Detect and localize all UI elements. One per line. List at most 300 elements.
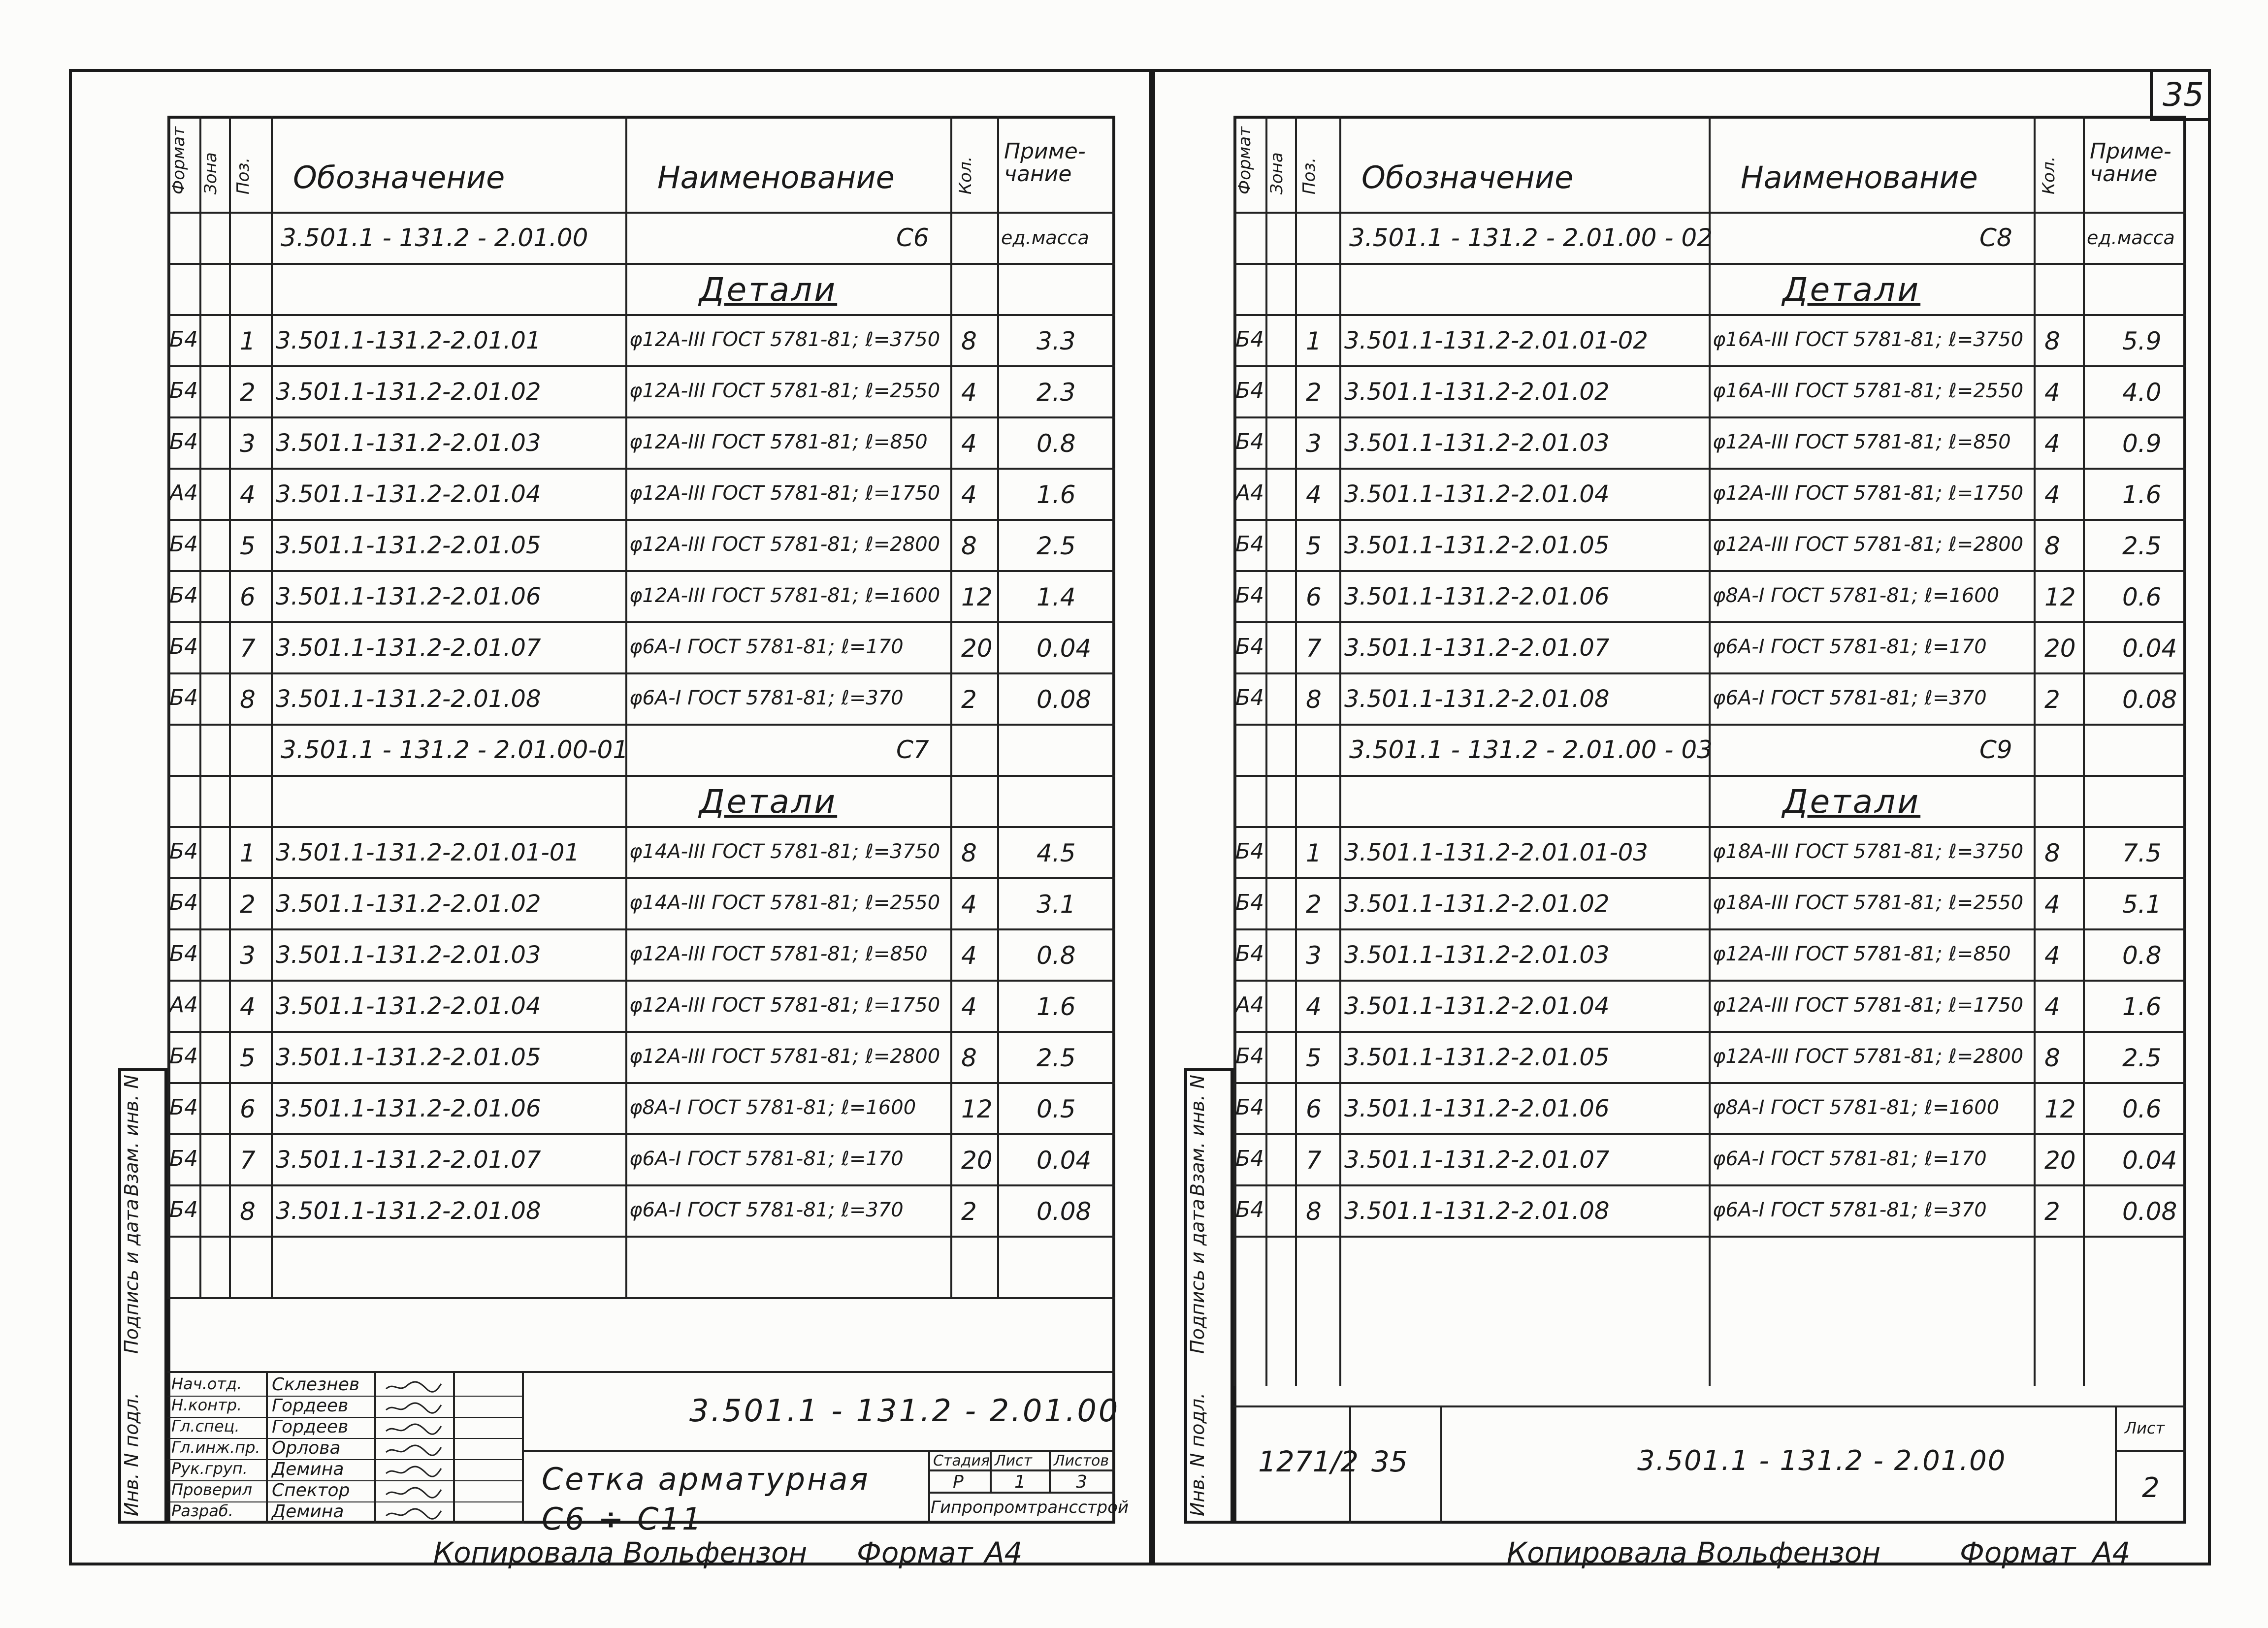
row-line	[167, 365, 1115, 367]
row-line	[1233, 1236, 2186, 1238]
row-line	[1233, 1031, 2186, 1033]
sheets-divider	[1049, 1450, 1051, 1492]
row-name: φ12А-III ГОСТ 5781-81; ℓ=1600	[629, 584, 940, 607]
row-designation: 3.501.1-131.2-2.01.04	[276, 480, 541, 508]
row-designation: 3.501.1-131.2-2.01.05	[1344, 532, 1610, 559]
row-qty: 20	[961, 634, 993, 663]
drawing-title: Сетка арматурная С6 ÷ С11	[542, 1461, 870, 1537]
row-line	[1233, 775, 2186, 777]
row-designation: 3.501.1-131.2-2.01.04	[1344, 992, 1610, 1020]
row-note: 0.8	[1037, 941, 1076, 970]
row-name: φ12А-III ГОСТ 5781-81; ℓ=850	[1713, 431, 2011, 453]
header-note: Приме- чание	[2090, 139, 2171, 187]
row-designation: 3.501.1-131.2-2.01.07	[1344, 1146, 1610, 1174]
row-format: Б4	[169, 634, 198, 659]
row-pos: 4	[240, 480, 256, 509]
signature-name-divider	[374, 1371, 376, 1524]
row-designation: 3.501.1-131.2-2.01.07	[276, 634, 541, 662]
row-qty: 12	[961, 1095, 993, 1123]
row-format: А4	[1235, 992, 1264, 1018]
row-qty: 4	[961, 429, 977, 458]
row-name: φ14А-III ГОСТ 5781-81; ℓ=3750	[629, 840, 940, 863]
column-line	[271, 116, 273, 1297]
row-format: Б4	[169, 378, 198, 403]
row-line	[167, 519, 1115, 521]
signature-mark	[384, 1401, 443, 1415]
assembly-designation: 3.501.1 - 131.2 - 2.01.00-01	[281, 735, 629, 764]
row-name: φ18А-III ГОСТ 5781-81; ℓ=2550	[1713, 892, 2024, 914]
row-note: 0.6	[2122, 1095, 2162, 1123]
row-pos: 5	[240, 532, 256, 560]
row-qty: 2	[2044, 1197, 2060, 1226]
header-pos: Поз.	[1299, 157, 1319, 194]
row-qty: 4	[2044, 992, 2060, 1021]
row-designation: 3.501.1-131.2-2.01.08	[1344, 1197, 1610, 1225]
row-qty: 4	[2044, 480, 2060, 509]
row-line	[1233, 1082, 2186, 1084]
row-designation: 3.501.1-131.2-2.01.06	[276, 583, 541, 610]
row-line	[1233, 570, 2186, 572]
row-qty: 4	[961, 941, 977, 970]
row-note: 1.6	[2122, 480, 2162, 509]
row-line	[1233, 621, 2186, 623]
row-pos: 7	[1306, 1146, 1322, 1175]
row-format: Б4	[169, 532, 198, 557]
row-pos: 3	[240, 941, 256, 970]
row-name: φ12А-III ГОСТ 5781-81; ℓ=2550	[629, 380, 940, 402]
row-format: Б4	[1235, 1197, 1264, 1222]
row-pos: 3	[1306, 941, 1322, 970]
row-format: Б4	[1235, 685, 1264, 710]
sheet-divider	[990, 1450, 992, 1492]
signature-role: Гл.инж.пр.	[171, 1438, 260, 1457]
row-note: 5.9	[2122, 327, 2162, 355]
row-qty: 2	[961, 685, 977, 714]
row-line	[167, 468, 1115, 470]
row-designation: 3.501.1-131.2-2.01.02	[1344, 378, 1610, 406]
right-footer-copied: Копировала Вольфензон	[1507, 1536, 1881, 1569]
row-note: 0.8	[2122, 941, 2162, 970]
row-name: φ8А-I ГОСТ 5781-81; ℓ=1600	[1713, 1096, 2000, 1119]
row-designation: 3.501.1-131.2-2.01.06	[1344, 583, 1610, 610]
column-line	[2083, 116, 2085, 1386]
signature-name: Гордеев	[272, 1417, 349, 1437]
row-qty: 8	[961, 839, 977, 867]
row-designation: 3.501.1-131.2-2.01.03	[276, 941, 541, 969]
row-qty: 8	[2044, 532, 2060, 560]
row-designation: 3.501.1-131.2-2.01.07	[1344, 634, 1610, 662]
row-qty: 20	[2044, 634, 2076, 663]
signature-line	[167, 1523, 522, 1524]
row-format: Б4	[1235, 634, 1264, 659]
row-pos: 8	[240, 1197, 256, 1226]
column-line	[625, 116, 627, 1297]
row-designation: 3.501.1-131.2-2.01.07	[276, 1146, 541, 1174]
left-side-stamp-3: Взам. инв. N	[121, 1075, 142, 1196]
row-note: 0.08	[1037, 685, 1092, 714]
row-note: 0.6	[2122, 583, 2162, 611]
row-note: 0.04	[2122, 1146, 2177, 1175]
title-block-top	[167, 1297, 1115, 1299]
signature-mark	[384, 1465, 443, 1478]
stamp-divider-3	[2115, 1405, 2117, 1524]
row-name: φ12А-III ГОСТ 5781-81; ℓ=850	[1713, 943, 2011, 965]
row-pos: 5	[240, 1044, 256, 1072]
row-qty: 8	[2044, 1044, 2060, 1072]
assembly-designation: 3.501.1 - 131.2 - 2.01.00	[281, 223, 588, 252]
stamp-inventory: 1271/2	[1258, 1445, 1359, 1478]
row-line	[167, 928, 1115, 930]
row-line	[1233, 672, 2186, 674]
right-footer-format-value: А4	[2093, 1536, 2131, 1569]
row-name: φ12А-III ГОСТ 5781-81; ℓ=1750	[1713, 994, 2024, 1017]
row-format: А4	[1235, 480, 1264, 506]
row-line	[1233, 416, 2186, 418]
row-qty: 4	[2044, 378, 2060, 407]
row-format: Б4	[169, 1197, 198, 1222]
row-line	[167, 314, 1115, 316]
row-pos: 6	[240, 583, 256, 611]
row-qty: 8	[961, 327, 977, 355]
row-name: φ8А-I ГОСТ 5781-81; ℓ=1600	[1713, 584, 2000, 607]
row-qty: 4	[961, 890, 977, 919]
row-note: 1.4	[1037, 583, 1076, 611]
row-name: φ8А-I ГОСТ 5781-81; ℓ=1600	[629, 1096, 916, 1119]
signature-role: Нач.отд.	[171, 1374, 242, 1393]
row-pos: 1	[1306, 327, 1322, 355]
row-line	[167, 1031, 1115, 1033]
left-side-stamp-2: Подпись и дата	[121, 1199, 142, 1354]
row-format: Б4	[1235, 941, 1264, 966]
row-name: φ6А-I ГОСТ 5781-81; ℓ=170	[1713, 1148, 1987, 1170]
row-note: 3.1	[1037, 890, 1076, 919]
stage-value: Р	[953, 1472, 964, 1492]
page-number: 35	[2163, 76, 2204, 114]
row-note: 0.5	[1037, 1095, 1076, 1123]
signature-name: Демина	[272, 1501, 344, 1522]
row-format: Б4	[1235, 378, 1264, 403]
row-note: 0.8	[1037, 429, 1076, 458]
header-pos: Поз.	[233, 157, 253, 194]
row-pos: 2	[1306, 378, 1322, 407]
row-format: Б4	[1235, 1044, 1264, 1069]
row-line	[167, 1133, 1115, 1135]
row-qty: 2	[2044, 685, 2060, 714]
column-line	[229, 116, 231, 1297]
row-format: А4	[169, 480, 198, 506]
signature-mark	[384, 1443, 443, 1457]
signature-mark	[384, 1486, 443, 1500]
row-line	[1233, 314, 2186, 316]
row-line	[167, 826, 1115, 828]
right-sheet	[1152, 69, 2211, 1569]
row-designation: 3.501.1-131.2-2.01.03	[276, 429, 541, 457]
row-pos: 7	[1306, 634, 1322, 663]
header-designation: Обозначение	[1361, 160, 1574, 195]
row-note: 2.5	[1037, 1044, 1076, 1072]
row-qty: 4	[961, 480, 977, 509]
signature-role: Разраб.	[171, 1501, 233, 1520]
row-name: φ16А-III ГОСТ 5781-81; ℓ=3750	[1713, 328, 2024, 351]
section-title: Детали	[699, 783, 838, 821]
assembly-note: ед.масса	[1001, 227, 1089, 249]
row-note: 0.08	[2122, 1197, 2177, 1226]
row-name: φ16А-III ГОСТ 5781-81; ℓ=2550	[1713, 380, 2024, 402]
column-line	[997, 116, 999, 1297]
row-format: Б4	[169, 1095, 198, 1120]
column-line	[2034, 116, 2036, 1386]
stamp-sheet-label: Лист	[2125, 1419, 2165, 1437]
row-designation: 3.501.1-131.2-2.01.01-02	[1344, 327, 1648, 354]
left-sheet	[69, 69, 1152, 1569]
row-designation: 3.501.1-131.2-2.01.05	[276, 1044, 541, 1071]
sheet-label: Лист	[995, 1452, 1033, 1469]
row-designation: 3.501.1-131.2-2.01.01-03	[1344, 839, 1648, 866]
right-side-stamp-3: Взам. инв. N	[1187, 1075, 1208, 1196]
column-line	[1265, 116, 1267, 1386]
row-qty: 8	[2044, 327, 2060, 355]
row-name: φ12А-III ГОСТ 5781-81; ℓ=2800	[1713, 533, 2024, 556]
row-note: 4.0	[2122, 378, 2162, 407]
row-name: φ18А-III ГОСТ 5781-81; ℓ=3750	[1713, 840, 2024, 863]
row-designation: 3.501.1-131.2-2.01.05	[276, 532, 541, 559]
row-pos: 8	[1306, 685, 1322, 714]
row-note: 5.1	[2122, 890, 2162, 919]
row-format: Б4	[169, 1146, 198, 1171]
row-name: φ12А-III ГОСТ 5781-81; ℓ=1750	[629, 482, 940, 505]
row-line	[167, 877, 1115, 879]
signature-name: Орлова	[272, 1438, 341, 1458]
signature-role: Рук.груп.	[171, 1459, 248, 1478]
row-qty: 4	[2044, 941, 2060, 970]
signature-name: Склезнев	[272, 1374, 360, 1395]
row-pos: 5	[1306, 1044, 1322, 1072]
row-qty: 20	[961, 1146, 993, 1175]
row-line	[167, 416, 1115, 418]
row-format: Б4	[169, 327, 198, 352]
header-line	[167, 212, 1115, 214]
header-name: Наименование	[1741, 160, 1978, 195]
row-name: φ14А-III ГОСТ 5781-81; ℓ=2550	[629, 892, 940, 914]
row-line	[167, 724, 1115, 726]
row-pos: 6	[1306, 583, 1322, 611]
row-note: 2.5	[2122, 532, 2162, 560]
row-line	[167, 263, 1115, 265]
assembly-designation: 3.501.1 - 131.2 - 2.01.00 - 02	[1349, 223, 1713, 252]
row-designation: 3.501.1-131.2-2.01.06	[276, 1095, 541, 1122]
assembly-name: С6	[896, 223, 929, 252]
title-block-divider	[522, 1371, 524, 1524]
signature-mark	[384, 1380, 443, 1394]
row-qty: 12	[961, 583, 993, 611]
row-name: φ12А-III ГОСТ 5781-81; ℓ=2800	[629, 533, 940, 556]
row-line	[167, 570, 1115, 572]
row-line	[167, 1184, 1115, 1186]
assembly-name: С8	[1979, 223, 2012, 252]
signature-mark	[384, 1507, 443, 1521]
row-pos: 3	[1306, 429, 1322, 458]
right-side-stamp-2: Подпись и дата	[1187, 1199, 1208, 1354]
row-format: Б4	[169, 429, 198, 454]
row-format: Б4	[169, 890, 198, 915]
row-format: Б4	[1235, 327, 1264, 352]
row-note: 4.5	[1037, 839, 1076, 867]
header-note: Приме- чание	[1004, 139, 1086, 187]
row-format: Б4	[169, 685, 198, 710]
title-block-line-2	[522, 1450, 1115, 1452]
row-format: Б4	[169, 839, 198, 864]
column-line	[950, 116, 952, 1297]
row-pos: 2	[240, 890, 256, 919]
row-qty: 8	[961, 532, 977, 560]
row-note: 3.3	[1037, 327, 1076, 355]
stamp-sheet: 2	[2142, 1472, 2160, 1504]
row-designation: 3.501.1-131.2-2.01.03	[1344, 941, 1610, 969]
column-line	[1339, 116, 1341, 1386]
row-pos: 8	[240, 685, 256, 714]
row-format: А4	[169, 992, 198, 1018]
row-designation: 3.501.1-131.2-2.01.02	[276, 378, 541, 406]
signature-role: Гл.спец.	[171, 1417, 240, 1436]
row-designation: 3.501.1-131.2-2.01.08	[276, 685, 541, 713]
row-format: Б4	[1235, 839, 1264, 864]
row-note: 0.08	[1037, 1197, 1092, 1226]
row-name: φ6А-I ГОСТ 5781-81; ℓ=370	[1713, 1199, 1987, 1221]
header-designation: Обозначение	[293, 160, 505, 195]
title-block-line	[167, 1371, 1115, 1373]
row-pos: 8	[1306, 1197, 1322, 1226]
row-name: φ12А-III ГОСТ 5781-81; ℓ=2800	[1713, 1045, 2024, 1068]
section-title: Детали	[1782, 783, 1921, 821]
section-title: Детали	[699, 271, 838, 309]
row-name: φ12А-III ГОСТ 5781-81; ℓ=2800	[629, 1045, 940, 1068]
header-qty: Кол.	[2039, 156, 2059, 194]
row-pos: 2	[1306, 890, 1322, 919]
row-format: Б4	[1235, 429, 1264, 454]
row-format: Б4	[169, 583, 198, 608]
row-pos: 7	[240, 634, 256, 663]
header-zone: Зона	[201, 152, 221, 194]
row-note: 2.5	[1037, 532, 1076, 560]
row-designation: 3.501.1-131.2-2.01.02	[1344, 890, 1610, 918]
assembly-designation: 3.501.1 - 131.2 - 2.01.00 - 03	[1349, 735, 1713, 764]
row-designation: 3.501.1-131.2-2.01.08	[276, 1197, 541, 1225]
row-name: φ6А-I ГОСТ 5781-81; ℓ=170	[629, 1148, 904, 1170]
header-qty: Кол.	[956, 156, 975, 194]
signature-name: Спектор	[272, 1480, 350, 1500]
row-format: Б4	[1235, 1146, 1264, 1171]
row-name: φ6А-I ГОСТ 5781-81; ℓ=170	[1713, 636, 1987, 658]
row-note: 0.9	[2122, 429, 2162, 458]
row-qty: 12	[2044, 1095, 2076, 1123]
row-designation: 3.501.1-131.2-2.01.01	[276, 327, 541, 354]
signature-name: Демина	[272, 1459, 344, 1479]
row-format: Б4	[1235, 583, 1264, 608]
row-qty: 4	[2044, 890, 2060, 919]
assembly-name: С9	[1979, 735, 2012, 764]
row-designation: 3.501.1-131.2-2.01.02	[276, 890, 541, 918]
row-name: φ12А-III ГОСТ 5781-81; ℓ=1750	[1713, 482, 2024, 505]
sheet-value: 1	[1014, 1472, 1026, 1492]
row-pos: 1	[240, 839, 256, 867]
header-zone: Зона	[1267, 152, 1287, 194]
assembly-note: ед.масса	[2087, 227, 2175, 249]
row-line	[1233, 468, 2186, 470]
row-designation: 3.501.1-131.2-2.01.05	[1344, 1044, 1610, 1071]
stamp-page: 35	[1371, 1445, 1408, 1478]
row-note: 2.5	[2122, 1044, 2162, 1072]
column-line	[1233, 116, 1235, 1386]
row-qty: 20	[2044, 1146, 2076, 1175]
row-line	[1233, 263, 2186, 265]
row-line	[1233, 826, 2186, 828]
row-note: 7.5	[2122, 839, 2162, 867]
stage-label: Стадия	[933, 1452, 990, 1469]
row-name: φ6А-I ГОСТ 5781-81; ℓ=370	[629, 687, 904, 709]
signature-role-divider	[266, 1371, 268, 1524]
signature-mark	[384, 1422, 443, 1436]
row-qty: 4	[2044, 429, 2060, 458]
row-note: 0.08	[2122, 685, 2177, 714]
column-line	[199, 116, 201, 1297]
row-line	[167, 980, 1115, 982]
right-side-stamp-1: Инв. N подл.	[1187, 1392, 1208, 1516]
left-footer-format-label: Формат	[857, 1536, 973, 1569]
row-qty: 4	[961, 992, 977, 1021]
header-format: Формат	[1235, 127, 1255, 194]
row-qty: 8	[961, 1044, 977, 1072]
row-pos: 3	[240, 429, 256, 458]
signature-name: Гордеев	[272, 1396, 349, 1416]
organization: Гипропромтрансстрой	[931, 1498, 1129, 1517]
stamp-document-code: 3.501.1 - 131.2 - 2.01.00	[1637, 1445, 2007, 1477]
row-format: Б4	[1235, 532, 1264, 557]
row-line	[1233, 1184, 2186, 1186]
row-pos: 1	[240, 327, 256, 355]
row-line	[1233, 980, 2186, 982]
header-line	[1233, 212, 2186, 214]
assembly-name: С7	[896, 735, 929, 764]
row-name: φ6А-I ГОСТ 5781-81; ℓ=170	[629, 636, 904, 658]
row-line	[1233, 365, 2186, 367]
row-format: Б4	[1235, 890, 1264, 915]
sheets-value: 3	[1076, 1472, 1087, 1492]
row-pos: 4	[1306, 480, 1322, 509]
row-pos: 6	[240, 1095, 256, 1123]
row-designation: 3.501.1-131.2-2.01.04	[276, 992, 541, 1020]
right-footer-format-label: Формат	[1960, 1536, 2076, 1569]
row-qty: 8	[2044, 839, 2060, 867]
row-pos: 1	[1306, 839, 1322, 867]
row-line	[1233, 1133, 2186, 1135]
row-line	[167, 1082, 1115, 1084]
row-line	[1233, 928, 2186, 930]
row-pos: 5	[1306, 532, 1322, 560]
row-name: φ6А-I ГОСТ 5781-81; ℓ=370	[629, 1199, 904, 1221]
row-name: φ12А-III ГОСТ 5781-81; ℓ=850	[629, 431, 928, 453]
row-note: 0.04	[2122, 634, 2177, 663]
header-format: Формат	[169, 127, 189, 194]
section-title: Детали	[1782, 271, 1921, 309]
row-designation: 3.501.1-131.2-2.01.06	[1344, 1095, 1610, 1122]
row-note: 2.3	[1037, 378, 1076, 407]
row-note: 0.04	[1037, 634, 1092, 663]
column-line	[1295, 116, 1297, 1386]
row-line	[167, 1236, 1115, 1238]
row-name: φ12А-III ГОСТ 5781-81; ℓ=850	[629, 943, 928, 965]
stamp-sheet-line	[2115, 1450, 2186, 1452]
row-qty: 12	[2044, 583, 2076, 611]
